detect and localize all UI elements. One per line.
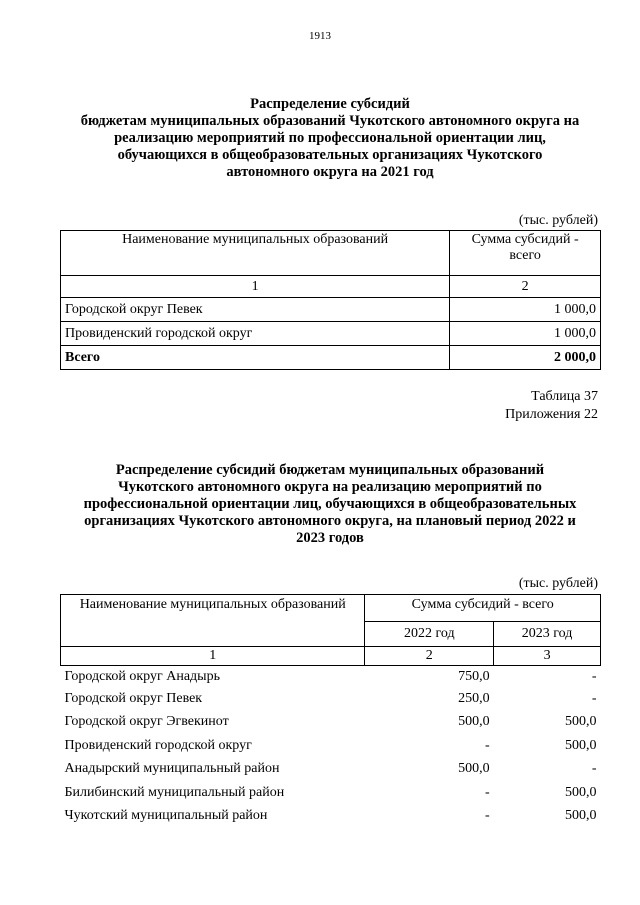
municipality-name: Билибинский муниципальный район [64, 784, 285, 800]
column-number: 3 [494, 647, 601, 666]
table-row [61, 322, 601, 346]
municipality-name: Городской округ Эгвекинот [64, 714, 229, 730]
header-sum-cell [450, 231, 601, 276]
header-name-cell: Наименование муниципальных образований [61, 595, 365, 622]
sum-2022: - [485, 737, 490, 753]
table-header-row [61, 231, 601, 276]
total-sum: 2 000,0 [450, 346, 601, 370]
total-label: Всего [61, 346, 450, 370]
sum-2023: 500,0 [565, 784, 597, 800]
sum-2023: - [591, 761, 597, 777]
municipality-name: Городской округ Анадырь [64, 668, 220, 684]
section1-title-line: бюджетам муниципальных образований Чукотского автономного округа на [80, 113, 580, 129]
section2-title-line: 2023 годов [296, 530, 364, 546]
section1-title [60, 96, 600, 181]
column-number: 2 [450, 276, 601, 298]
header-sum-line: всего [509, 248, 541, 263]
sum-2023: 500,0 [565, 808, 597, 824]
page-number: 1913 [309, 30, 331, 42]
table-row [61, 781, 601, 805]
table-header-row [61, 595, 601, 622]
table-header-row [61, 622, 601, 647]
table-total-row [61, 346, 601, 370]
table-row [61, 711, 601, 735]
table-number-row [61, 647, 601, 666]
municipality-name: Городской округ Певек [64, 690, 203, 706]
section2-table [60, 594, 601, 828]
sum-2022: 500,0 [458, 714, 490, 730]
table-reference [505, 388, 598, 424]
section1-table [60, 230, 601, 370]
subsidy-sum: 1 000,0 [450, 322, 601, 346]
table-row [61, 805, 601, 829]
header-year-2022: 2022 год [365, 622, 494, 647]
sum-2023: 500,0 [565, 737, 597, 753]
sum-2023: - [591, 668, 597, 684]
municipality-name: Анадырский муниципальный район [64, 761, 280, 777]
header-sum-cell: Сумма субсидий - всего [365, 595, 601, 622]
column-number: 1 [61, 276, 450, 298]
table-number-label: Таблица 37 [531, 389, 598, 404]
sum-2022: 500,0 [458, 761, 490, 777]
section1-title-line: обучающихся в общеобразовательных организациях Чукотского [117, 147, 543, 163]
section2-title-line: Чукотского автономного округа на реализацию мероприятий по [118, 479, 542, 495]
municipality-name: Провиденский городской округ [64, 737, 252, 753]
column-number: 2 [365, 647, 494, 666]
sum-2022: 250,0 [458, 690, 490, 706]
section1-unit: (тыс. рублей) [518, 213, 598, 228]
section1-title-line: реализацию мероприятий по профессиональной ориентации лиц, [114, 130, 546, 146]
sum-2022: - [485, 784, 490, 800]
table-number-row [61, 276, 601, 298]
municipality-name: Городской округ Певек [61, 298, 450, 322]
section2-title-line: организациях Чукотского автономного округа, на плановый период 2022 и [84, 513, 576, 529]
table-row [61, 758, 601, 782]
column-number: 1 [61, 647, 365, 666]
section1-title-line: Распределение субсидий [250, 96, 410, 112]
header-name-cell: Наименование муниципальных образований [61, 231, 450, 276]
sum-2023: - [591, 690, 597, 706]
subsidy-sum: 1 000,0 [450, 298, 601, 322]
appendix-label: Приложения 22 [505, 407, 598, 422]
sum-2023: 500,0 [565, 714, 597, 730]
table-row [61, 687, 601, 711]
header-sum-line: Сумма субсидий - [471, 232, 579, 247]
table-row [61, 666, 601, 688]
sum-2022: 750,0 [458, 668, 490, 684]
table-row [61, 298, 601, 322]
section2-title-line: Распределение субсидий бюджетам муниципальных образований [115, 462, 545, 478]
section2-title-line: профессиональной ориентации лиц, обучающихся в общеобразовательных [83, 496, 577, 512]
sum-2022: - [485, 808, 490, 824]
table-row [61, 734, 601, 758]
header-year-2023: 2023 год [494, 622, 601, 647]
municipality-name: Чукотский муниципальный район [64, 808, 268, 824]
section1-title-line: автономного округа на 2021 год [226, 164, 434, 180]
header-name-cell-continued [61, 622, 365, 647]
section2-title [60, 462, 600, 547]
municipality-name: Провиденский городской округ [61, 322, 450, 346]
section2-unit: (тыс. рублей) [518, 576, 598, 591]
